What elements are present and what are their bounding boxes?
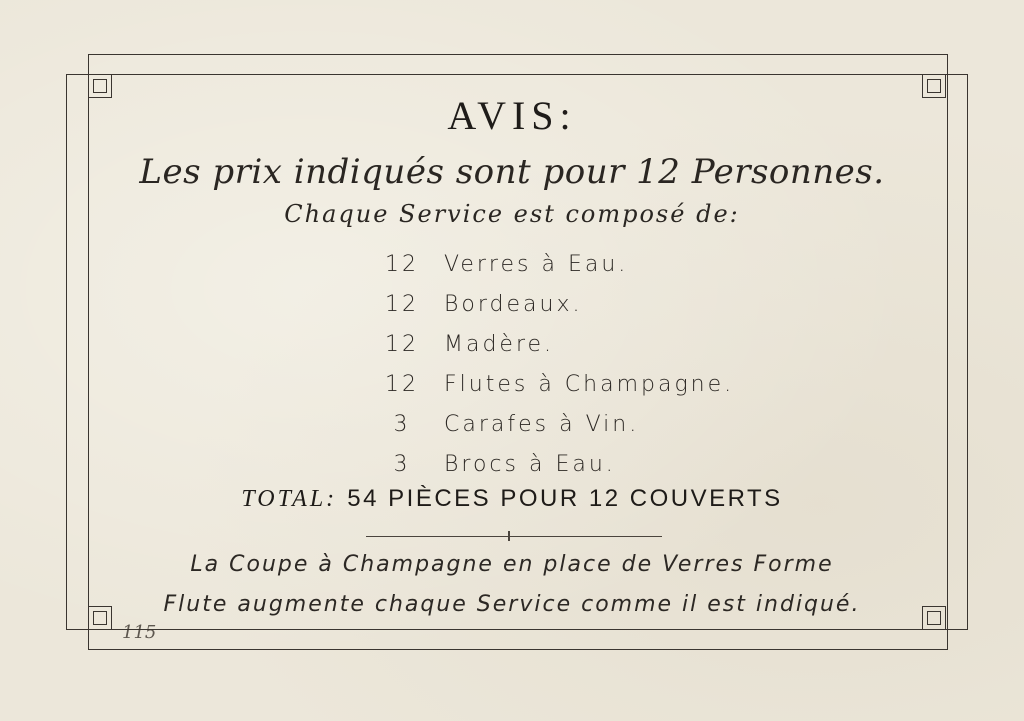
- card-subtitle: Les prix indiqués sont pour 12 Personnes.: [139, 152, 885, 192]
- list-item: [360, 404, 840, 444]
- total-line: [0, 484, 1024, 513]
- list-item: [360, 284, 840, 324]
- item-label: Carafes à Vin.: [444, 411, 640, 437]
- total-label: TOTAL:: [241, 486, 338, 512]
- divider-ornament: [508, 531, 510, 541]
- service-items-list: [360, 244, 840, 484]
- divider-line: [366, 536, 662, 537]
- item-quantity: 3: [393, 411, 411, 437]
- note-line-1: La Coupe à Champagne en place de Verres Forme: [190, 552, 834, 577]
- item-label: Bordeaux.: [444, 291, 583, 317]
- item-label: Madère.: [444, 331, 555, 357]
- list-item: [360, 244, 840, 284]
- handwritten-mark: 115: [122, 622, 157, 643]
- item-quantity: 12: [385, 331, 419, 357]
- card-title: AVIS:: [447, 93, 577, 138]
- list-item: [360, 444, 840, 484]
- list-item: [360, 324, 840, 364]
- total-value: 54 PIÈCES POUR 12 COUVERTS: [347, 485, 783, 512]
- item-quantity: 12: [385, 291, 419, 317]
- item-quantity: 12: [385, 251, 419, 277]
- item-quantity: 12: [385, 371, 419, 397]
- composition-intro: Chaque Service est composé de:: [284, 200, 740, 228]
- item-quantity: 3: [393, 451, 411, 477]
- item-label: Verres à Eau.: [444, 251, 629, 277]
- note-line-2: Flute augmente chaque Service comme il est indiqué.: [163, 592, 861, 617]
- item-label: Brocs à Eau.: [444, 451, 616, 477]
- list-item: [360, 364, 840, 404]
- item-label: Flutes à Champagne.: [444, 371, 735, 397]
